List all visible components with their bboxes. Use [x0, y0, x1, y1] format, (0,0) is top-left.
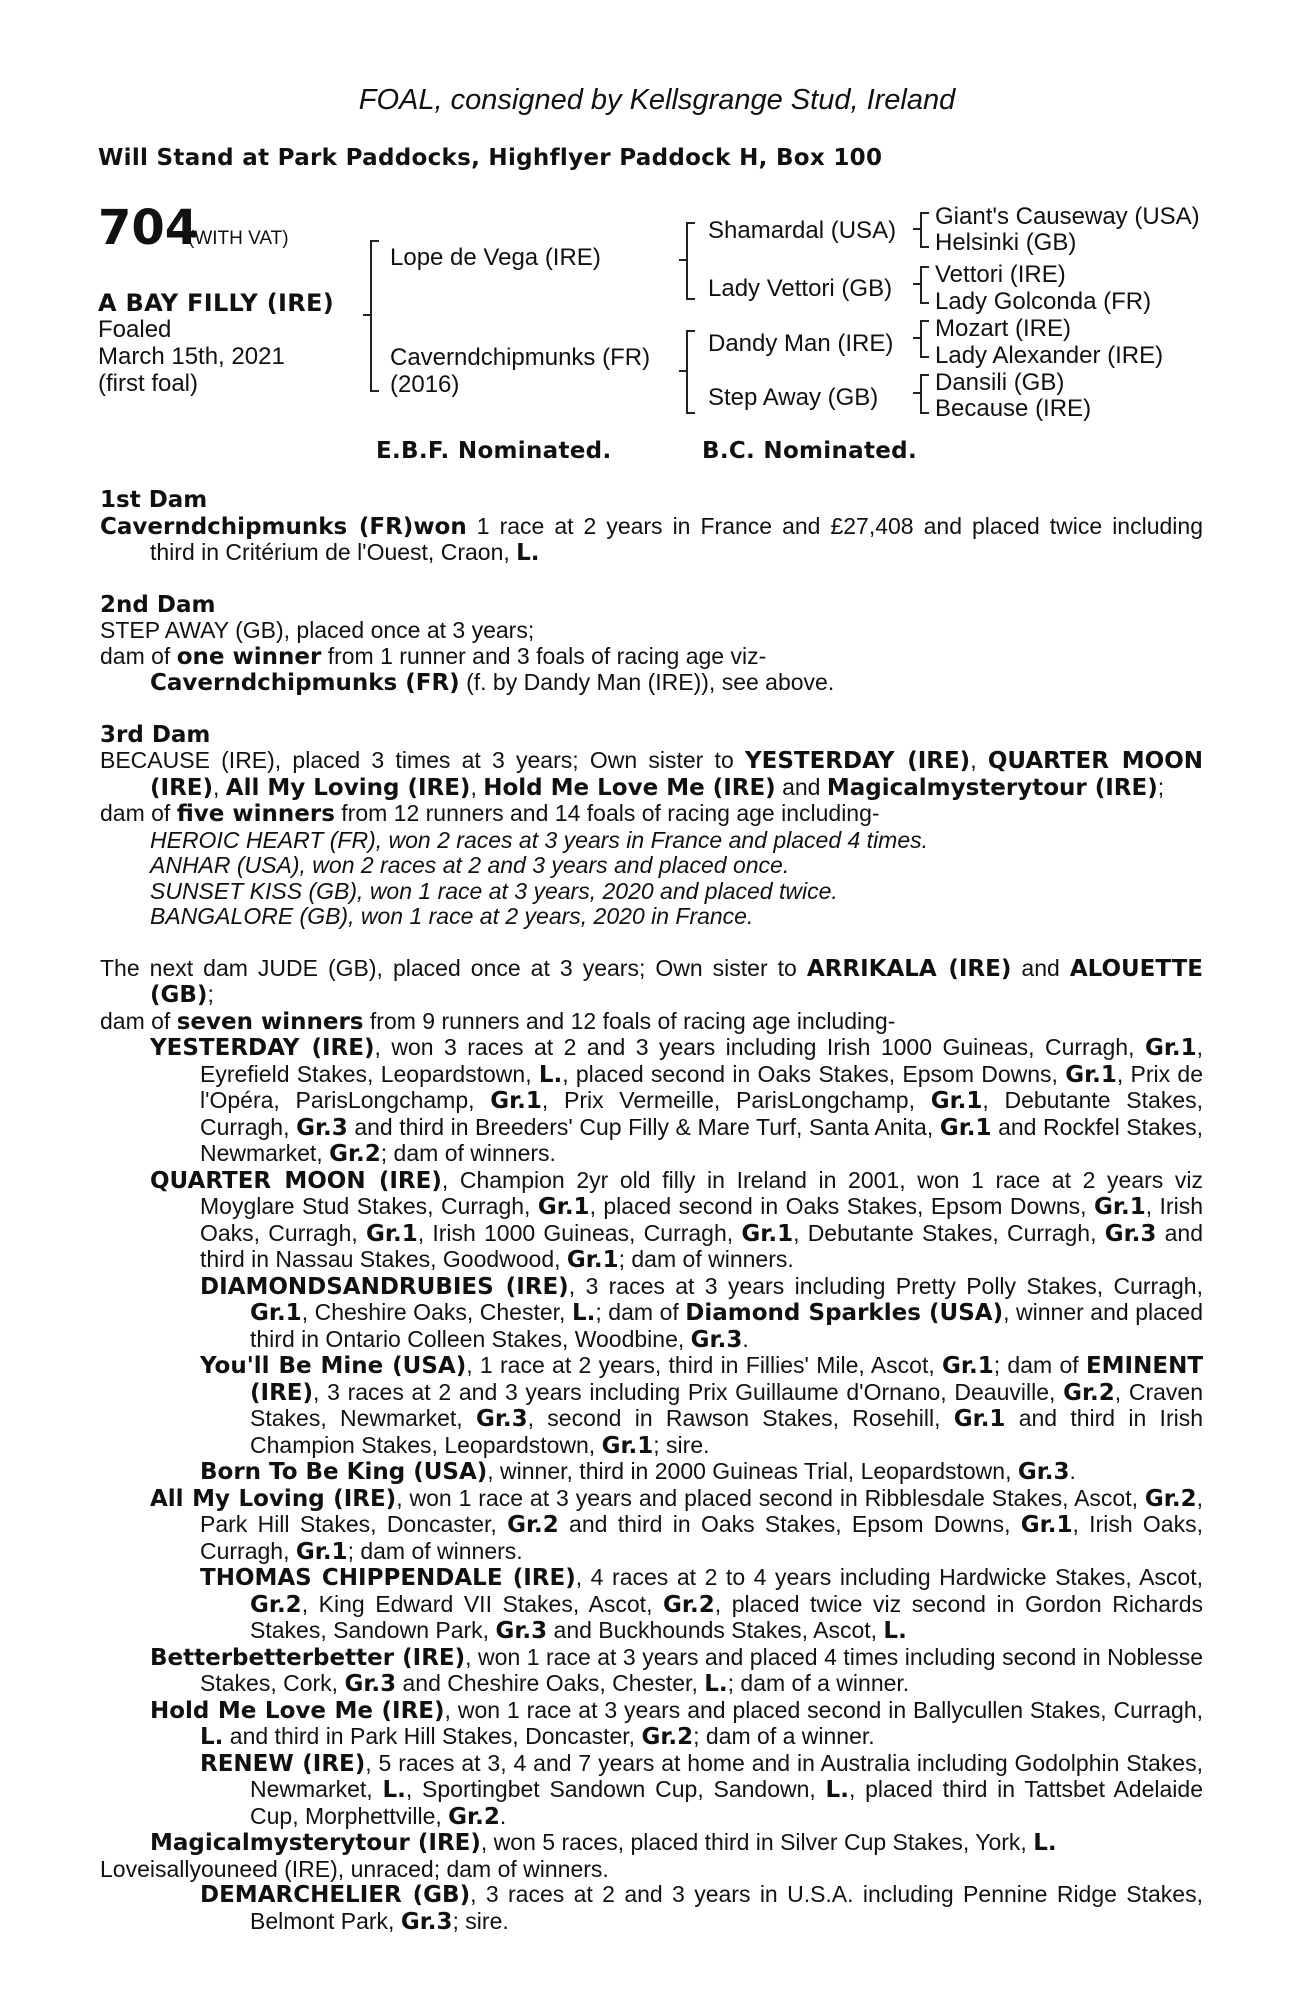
pedigree-ggs-7: Dansili (GB) [935, 369, 1065, 396]
first-dam-entry [100, 514, 1203, 567]
second-dam-damof: dam of [100, 642, 177, 669]
third-dam-sib-3: All My Loving (IRE) [225, 774, 471, 801]
aml-t3: and third in Oaks Stakes, Epsom Downs, [558, 1511, 1021, 1537]
holdme-name: Hold Me Love Me (IRE) [150, 1697, 445, 1724]
quarter-moon-t5: , Debutante Stakes, Curragh, [793, 1219, 1105, 1246]
second-dam-offspring-name: Caverndchipmunks (FR) [150, 670, 460, 696]
btbk-g1: Gr.3 [1017, 1459, 1070, 1485]
yesterday-name: YESTERDAY (IRE) [150, 1035, 375, 1061]
diamonds-name: DIAMONDSANDRUBIES (IRE) [200, 1273, 569, 1300]
quarter-moon-t4: , Irish 1000 Guineas, Curragh, [417, 1219, 742, 1246]
third-dam-sib-5: Magicalmysterytour (IRE) [826, 774, 1158, 801]
pedigree-ggs-5: Mozart (IRE) [935, 315, 1072, 342]
next-dam-and: and [1011, 954, 1070, 981]
demarchelier-name: DEMARCHELIER (GB) [200, 1882, 471, 1908]
second-dam-count: from 1 runner and 3 foals of racing age viz- [321, 642, 767, 669]
holdme-t3: ; dam of a winner. [693, 1723, 875, 1749]
yesterday-t8: and Rockfel Stakes, Newmarket, [200, 1113, 1203, 1166]
youll-t5: , second in Rawson Stakes, Rosehill, [527, 1405, 954, 1431]
better-t3: ; dam of a winner. [727, 1670, 910, 1696]
diamonds-g2: Gr.3 [690, 1326, 743, 1353]
second-dam-line2 [100, 644, 1203, 671]
quarter-moon-t1: , Champion 2yr old filly in Ireland in 2001, won 1 race at 2 years viz Moyglare Stud Stakes, Curragh, [200, 1166, 1203, 1219]
yesterday-t5: , Prix Vermeille, ParisLongchamp, [541, 1087, 931, 1113]
pedigree-ggs-3: Vettori (IRE) [935, 261, 1066, 288]
yesterday-g7: Gr.2 [329, 1141, 381, 1167]
youll-t3: , 3 races at 2 and 3 years including Prix Guillaume d'Ornano, Deauville, [313, 1378, 1064, 1405]
renew-t3: , placed third in Tattsbet Adelaide Cup, Morphettville, [250, 1776, 1203, 1829]
offspring-loveisallyouneed: Loveisallyouneed (IRE), unraced; dam of winners. [100, 1855, 609, 1882]
quarter-moon-t3: , Irish Oaks, Curragh, [200, 1193, 1203, 1246]
foal-note: (first foal) [98, 370, 199, 397]
diamonds-t3: ; dam of [595, 1299, 686, 1325]
pedigree-brace-sire [686, 222, 695, 300]
first-dam-listed: L. [516, 540, 540, 566]
second-dam-winners: one winner [176, 643, 322, 670]
diamonds-t2: , Cheshire Oaks, Chester, [301, 1299, 572, 1325]
youll-g4: Gr.1 [953, 1406, 1006, 1432]
offspring-thomas-chippendale [100, 1565, 1203, 1645]
renew-l2: L. [825, 1777, 849, 1803]
second-dam-offspring-text: (f. by Dandy Man (IRE)), see above. [459, 669, 835, 695]
consignment-header: FOAL, consigned by Kellsgrange Stud, Ireland [358, 84, 956, 116]
vat-label: (WITH VAT) [188, 228, 289, 249]
ebf-nominated: E.B.F. Nominated. [376, 438, 612, 464]
third-dam-offspring-1: HEROIC HEART (FR), won 2 races at 3 years in France and placed 4 times. [150, 826, 929, 853]
holdme-t1: , won 1 race at 3 years and placed second in Ballycullen Stakes, Curragh, [444, 1696, 1204, 1723]
offspring-born-to-be-king [100, 1459, 1203, 1486]
renew-t4: . [499, 1802, 507, 1829]
yesterday-t9: ; dam of winners. [380, 1140, 556, 1166]
demarchelier-t2: ; sire. [452, 1907, 509, 1934]
third-dam-end: ; [1157, 773, 1165, 800]
pedigree-dam-year: (2016) [390, 371, 460, 398]
third-dam-sep-2: , [213, 773, 226, 800]
quarter-moon-g4: Gr.1 [741, 1220, 794, 1247]
holdme-l1: L. [200, 1724, 224, 1750]
aml-g4: Gr.1 [295, 1538, 348, 1565]
third-dam-offspring-2: ANHAR (USA), won 2 races at 2 and 3 years and placed once. [150, 852, 790, 878]
first-dam-name: Caverndchipmunks (FR) [100, 513, 414, 540]
btbk-name: Born To Be King (USA) [200, 1459, 488, 1485]
pedigree-sire: Lope de Vega (IRE) [390, 244, 601, 271]
second-dam-offspring [100, 670, 1203, 697]
yesterday-t3: , placed second in Oaks Stakes, Epsom Downs, [562, 1060, 1066, 1087]
yesterday-g1: Gr.1 [1144, 1035, 1197, 1061]
magical-l1: L. [1033, 1830, 1057, 1856]
pedigree-brace-main [370, 240, 379, 392]
quarter-moon-t2: , placed second in Oaks Stakes, Epsom Downs, [589, 1193, 1095, 1219]
thomas-g2: Gr.2 [663, 1591, 715, 1618]
pedigree-ggs-2: Helsinki (GB) [935, 229, 1077, 256]
first-dam-heading: 1st Dam [100, 487, 208, 513]
quarter-moon-t6: and third in Nassau Stakes, Goodwood, [200, 1219, 1204, 1272]
lot-number: 704 [98, 200, 199, 256]
youll-g5: Gr.1 [601, 1432, 654, 1459]
yesterday-g6: Gr.1 [939, 1114, 992, 1141]
third-dam-sep-3: , [470, 773, 484, 800]
youll-g2: Gr.2 [1063, 1379, 1115, 1406]
next-dam-winners: seven winners [176, 1008, 364, 1035]
renew-t2: , Sportingbet Sandown Cup, Sandown, [405, 1776, 826, 1802]
pedigree-brace-gg1 [920, 212, 929, 248]
aml-t5: ; dam of winners. [347, 1537, 523, 1564]
third-dam-offspring-3: SUNSET KISS (GB), won 1 race at 3 years, 2020 and placed twice. [150, 877, 838, 904]
thomas-t3: , placed twice viz second in Gordon Richards Stakes, Sandown Park, [250, 1590, 1203, 1643]
second-dam-heading: 2nd Dam [100, 591, 216, 618]
youll-t6: and third in Irish Champion Stakes, Leopardstown, [250, 1405, 1203, 1458]
quarter-moon-name: QUARTER MOON (IRE) [150, 1167, 442, 1194]
quarter-moon-g2: Gr.1 [1094, 1194, 1146, 1220]
next-dam-entry [100, 956, 1203, 1009]
aml-g1: Gr.2 [1144, 1485, 1197, 1512]
pedigree-grandsire-3: Dandy Man (IRE) [708, 330, 894, 357]
offspring-diamondsandrubies [100, 1274, 1203, 1354]
thomas-g3: Gr.3 [495, 1618, 548, 1644]
pedigree-grandsire-4: Step Away (GB) [708, 384, 879, 411]
aml-name: All My Loving (IRE) [150, 1485, 397, 1512]
better-l1: L. [704, 1671, 728, 1697]
next-dam-end: ; [207, 981, 214, 1007]
better-g1: Gr.3 [344, 1671, 397, 1697]
dam-sections [100, 488, 1203, 1935]
lot-name: A BAY FILLY (IRE) [98, 289, 334, 317]
next-dam-damof-label: dam of [100, 1007, 177, 1034]
youll-g3: Gr.3 [475, 1406, 528, 1432]
third-dam-damof-label: dam of [100, 800, 177, 826]
diamonds-t5: . [742, 1325, 749, 1352]
pedigree-brace-gg2 [920, 266, 929, 304]
yesterday-l1: L. [538, 1061, 563, 1088]
pedigree-brace-gg4 [920, 374, 929, 414]
offspring-quarter-moon [100, 1168, 1203, 1274]
next-dam-damof [100, 1009, 1203, 1036]
next-dam-count: from 9 runners and 12 foals of racing age including- [363, 1007, 896, 1034]
youll-name: You'll Be Mine (USA) [200, 1353, 467, 1379]
better-t1: , won 1 race at 3 years and placed 4 times including second in Noblesse Stakes, Cork, [200, 1643, 1203, 1696]
better-t2: and Cheshire Oaks, Chester, [396, 1670, 705, 1696]
btbk-t2: . [1069, 1458, 1076, 1484]
magical-t1: , won 5 races, placed third in Silver Cup Stakes, York, [480, 1829, 1034, 1855]
aml-g2: Gr.2 [507, 1512, 559, 1538]
third-dam-heading: 3rd Dam [100, 721, 211, 748]
diamonds-t1: , 3 races at 3 years including Pretty Polly Stakes, Curragh, [568, 1272, 1203, 1299]
aml-t1: , won 1 race at 3 years and placed second in Ribblesdale Stakes, Ascot, [396, 1484, 1145, 1511]
first-dam-won: won [413, 513, 467, 540]
demarchelier-t1: , 3 races at 2 and 3 years in U.S.A. including Pennine Ridge Stakes, Belmont Park, [250, 1881, 1203, 1934]
renew-g1: Gr.2 [448, 1803, 500, 1830]
diamonds-l1: L. [571, 1300, 596, 1326]
third-dam-offspring-4: BANGALORE (GB), won 1 race at 2 years, 2020 in France. [150, 903, 754, 929]
third-dam-sib-2: QUARTER MOON (IRE) [150, 748, 1204, 801]
yesterday-t1: , won 3 races at 2 and 3 years including Irish 1000 Guineas, Curragh, [374, 1034, 1145, 1060]
offspring-youll-be-mine [100, 1353, 1203, 1459]
thomas-t1: , 4 races at 2 to 4 years including Hardwicke Stakes, Ascot, [575, 1564, 1204, 1590]
offspring-hold-me-love-me [100, 1698, 1203, 1751]
next-dam-sib-1: ARRIKALA (IRE) [806, 955, 1012, 982]
youll-name2: EMINENT (IRE) [250, 1353, 1204, 1406]
first-dam-text: 1 race at 2 years in France and £27,408 and placed twice including third in Critérium de l'Ouest, Craon, [150, 512, 1203, 565]
stand-location: Will Stand at Park Paddocks, Highflyer Paddock H, Box 100 [98, 145, 883, 171]
third-dam-entry [100, 748, 1203, 801]
quarter-moon-g3: Gr.1 [366, 1220, 418, 1247]
offspring-renew [100, 1751, 1203, 1831]
btbk-t1: , winner, third in 2000 Guineas Trial, Leopardstown, [487, 1458, 1018, 1484]
aml-g3: Gr.1 [1020, 1512, 1073, 1538]
offspring-magicalmysterytour [100, 1830, 1203, 1857]
third-dam-sep-1: , [970, 747, 988, 773]
third-dam-sib-4: Hold Me Love Me (IRE) [483, 774, 776, 801]
thomas-t2: , King Edward VII Stakes, Ascot, [301, 1590, 664, 1617]
yesterday-g3: Gr.1 [490, 1088, 542, 1114]
pedigree-ggs-4: Lady Golconda (FR) [935, 288, 1152, 315]
demarchelier-g1: Gr.3 [400, 1908, 453, 1935]
youll-t7: ; sire. [653, 1431, 710, 1458]
holdme-t2: and third in Park Hill Stakes, Doncaster, [223, 1723, 642, 1749]
third-dam-and: and [775, 773, 827, 800]
foaled-date: March 15th, 2021 [98, 343, 285, 370]
third-dam-sib-1: YESTERDAY (IRE) [744, 748, 971, 774]
youll-t4: , Craven Stakes, Newmarket, [250, 1378, 1203, 1431]
magical-name: Magicalmysterytour (IRE) [150, 1830, 481, 1856]
pedigree-brace-dam [686, 330, 695, 414]
second-dam-line1: STEP AWAY (GB), placed once at 3 years; [100, 617, 535, 643]
diamonds-name2: Diamond Sparkles (USA) [685, 1300, 1004, 1326]
quarter-moon-g6: Gr.1 [566, 1247, 619, 1273]
offspring-all-my-loving [100, 1486, 1203, 1566]
third-dam-count: from 12 runners and 14 foals of racing age including- [334, 800, 880, 826]
yesterday-t7: and third in Breeders' Cup Filly & Mare Turf, Santa Anita, [347, 1113, 940, 1140]
renew-t1: , 5 races at 3, 4 and 7 years at home and in Australia including Godolphin Stakes, Newmarket, [250, 1749, 1203, 1802]
diamonds-g1: Gr.1 [250, 1300, 302, 1326]
thomas-l1: L. [883, 1618, 907, 1644]
pedigree-ggs-6: Lady Alexander (IRE) [935, 342, 1164, 369]
renew-name: RENEW (IRE) [200, 1750, 366, 1777]
foaled-label: Foaled [98, 316, 172, 343]
youll-t2: ; dam of [993, 1352, 1086, 1378]
thomas-g1: Gr.2 [250, 1591, 302, 1618]
pedigree-dam: Caverndchipmunks (FR) [390, 344, 651, 371]
yesterday-g5: Gr.3 [296, 1114, 348, 1141]
pedigree-grandsire-1: Shamardal (USA) [708, 217, 897, 244]
pedigree-brace-gg3 [920, 320, 929, 358]
yesterday-t6: , Debutante Stakes, Curragh, [200, 1087, 1204, 1140]
renew-l1: L. [382, 1777, 406, 1803]
thomas-name: THOMAS CHIPPENDALE (IRE) [200, 1565, 576, 1591]
quarter-moon-g1: Gr.1 [537, 1194, 590, 1220]
pedigree-ggs-1: Giant's Causeway (USA) [935, 203, 1200, 230]
yesterday-g2: Gr.1 [1065, 1061, 1117, 1088]
third-dam-winners: five winners [176, 801, 335, 827]
pedigree-grandsire-2: Lady Vettori (GB) [708, 275, 893, 302]
yesterday-t2: , Eyrefield Stakes, Leopardstown, [200, 1034, 1204, 1087]
holdme-g1: Gr.2 [641, 1724, 694, 1750]
next-dam-intro: The next dam JUDE (GB), placed once at 3 years; Own sister to [100, 954, 807, 981]
bc-nominated: B.C. Nominated. [702, 438, 917, 464]
youll-t1: , 1 race at 2 years, third in Fillies' Mile, Ascot, [466, 1352, 943, 1378]
youll-g1: Gr.1 [942, 1353, 994, 1379]
aml-t2: , Park Hill Stakes, Doncaster, [200, 1484, 1203, 1537]
diamonds-t4: , winner and placed third in Ontario Colleen Stakes, Woodbine, [250, 1299, 1203, 1352]
yesterday-g4: Gr.1 [930, 1088, 983, 1114]
quarter-moon-g5: Gr.3 [1104, 1220, 1157, 1247]
better-name: Betterbetterbetter (IRE) [150, 1644, 466, 1671]
third-dam-damof [100, 801, 1203, 828]
quarter-moon-t7: ; dam of winners. [618, 1246, 794, 1272]
offspring-betterbetterbetter [100, 1645, 1203, 1698]
thomas-t4: and Buckhounds Stakes, Ascot, [547, 1617, 884, 1643]
yesterday-t4: , Prix de l'Opéra, ParisLongchamp, [200, 1060, 1203, 1113]
third-dam-intro: BECAUSE (IRE), placed 3 times at 3 years; Own sister to [100, 747, 745, 773]
next-dam-sib-2: ALOUETTE (GB) [150, 955, 1204, 1008]
offspring-yesterday [100, 1035, 1203, 1168]
offspring-demarchelier [100, 1882, 1203, 1935]
pedigree-ggs-8: Because (IRE) [935, 395, 1092, 422]
aml-t4: , Irish Oaks, Curragh, [200, 1511, 1203, 1564]
